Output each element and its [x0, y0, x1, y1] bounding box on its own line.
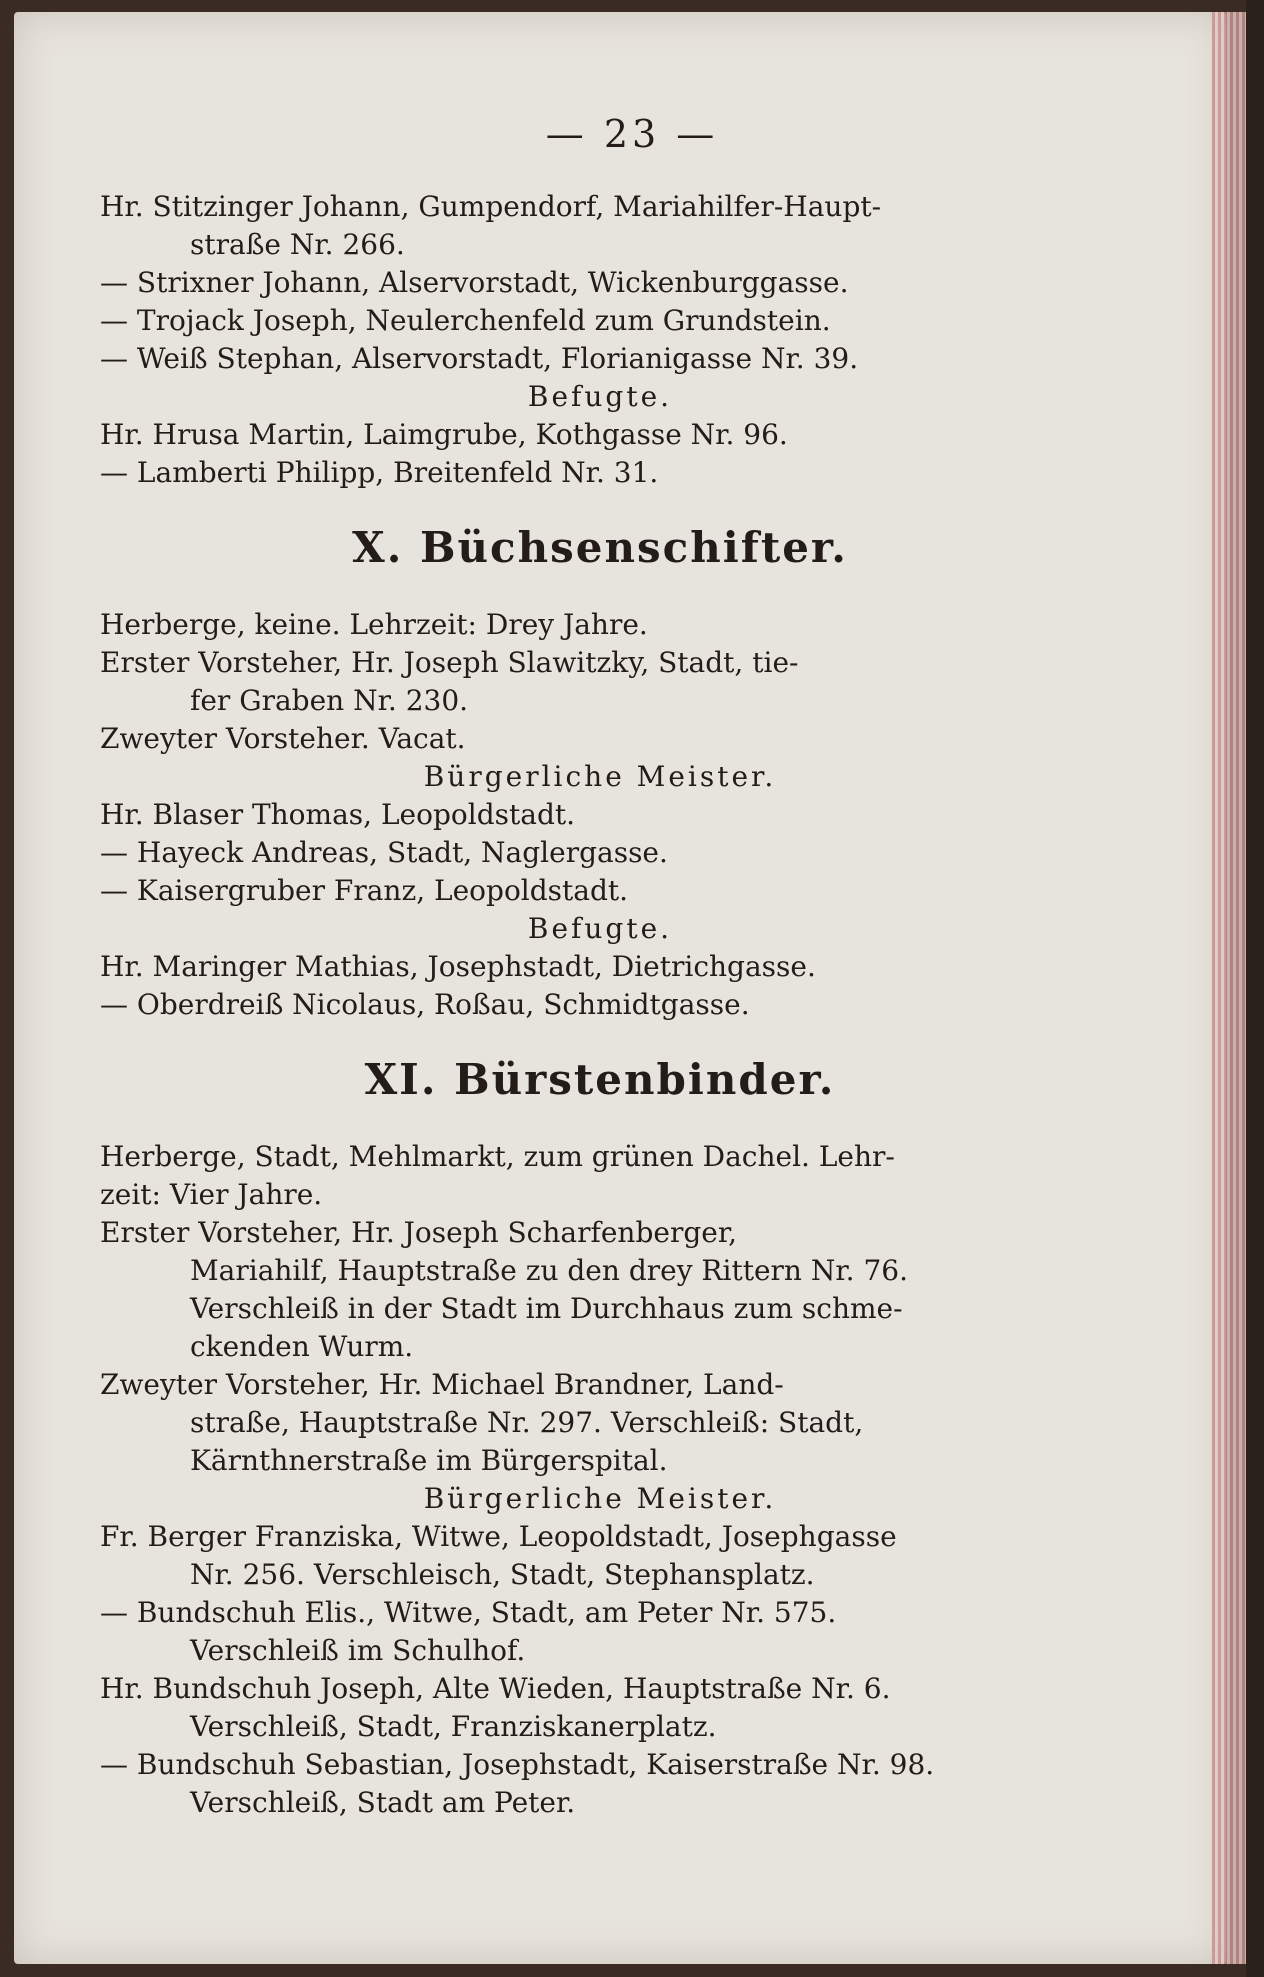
text-line: Hr. Blaser Thomas, Leopoldstadt.	[100, 798, 576, 831]
text-line: — Weiß Stephan, Alservorstadt, Florianigasse Nr. 39.	[100, 342, 859, 375]
text-line: — Bundschuh Sebastian, Josephstadt, Kaiserstraße Nr. 98.	[100, 1748, 935, 1781]
text-line: Fr. Berger Franziska, Witwe, Leopoldstadt, Josephgasse	[100, 1520, 897, 1553]
text-line: Erster Vorsteher, Hr. Joseph Scharfenberger,	[100, 1216, 738, 1249]
text-line: straße Nr. 266.	[190, 228, 405, 261]
page-number: — 23 —	[545, 112, 719, 156]
section-heading-x: X. Büchsenschifter.	[352, 523, 848, 572]
text-line: straße, Hauptstraße Nr. 297. Verschleiß: Stadt,	[190, 1406, 864, 1439]
text-line: — Strixner Johann, Alservorstadt, Wickenburggasse.	[100, 266, 849, 299]
text-line: Verschleiß in der Stadt im Durchhaus zum schme-	[190, 1292, 903, 1325]
book-binding-edge	[1246, 0, 1264, 1977]
text-line: Herberge, keine. Lehrzeit: Drey Jahre.	[100, 608, 648, 641]
text-line: — Trojack Joseph, Neulerchenfeld zum Grundstein.	[100, 304, 831, 337]
text-line: Hr. Maringer Mathias, Josephstadt, Dietrichgasse.	[100, 950, 816, 983]
text-line: Hr. Bundschuh Joseph, Alte Wieden, Hauptstraße Nr. 6.	[100, 1672, 891, 1705]
text-line: Herberge, Stadt, Mehlmarkt, zum grünen Dachel. Lehr-	[100, 1140, 895, 1173]
text-line: Zweyter Vorsteher. Vacat.	[100, 722, 466, 755]
text-line: Verschleiß im Schulhof.	[190, 1634, 526, 1667]
text-line: Mariahilf, Hauptstraße zu den drey Rittern Nr. 76.	[190, 1254, 908, 1287]
text-line: Bürgerliche Meister.	[423, 760, 777, 793]
entries-previous-section	[100, 188, 1100, 492]
page-edge	[1212, 12, 1246, 1964]
text-line: — Bundschuh Elis., Witwe, Stadt, am Peter Nr. 575.	[100, 1596, 837, 1629]
text-line: Erster Vorsteher, Hr. Joseph Slawitzky, Stadt, tie-	[100, 646, 799, 679]
text-line: — Lamberti Philipp, Breitenfeld Nr. 31.	[100, 456, 659, 489]
text-line: Befugte.	[527, 380, 673, 413]
entries-section-x	[100, 606, 1100, 1024]
page-text	[100, 188, 1100, 1822]
text-line: Kärnthnerstraße im Bürgerspital.	[190, 1444, 668, 1477]
text-line: Nr. 256. Verschleisch, Stadt, Stephansplatz.	[190, 1558, 815, 1591]
text-line: — Kaisergruber Franz, Leopoldstadt.	[100, 874, 629, 907]
text-line: — Oberdreiß Nicolaus, Roßau, Schmidtgasse.	[100, 988, 750, 1021]
text-line: ckenden Wurm.	[190, 1330, 414, 1363]
text-line: Befugte.	[527, 912, 673, 945]
text-line: fer Graben Nr. 230.	[190, 684, 469, 717]
text-line: zeit: Vier Jahre.	[100, 1178, 323, 1211]
text-line: Verschleiß, Stadt am Peter.	[190, 1786, 576, 1819]
text-line: Bürgerliche Meister.	[423, 1482, 777, 1515]
text-line: Hr. Hrusa Martin, Laimgrube, Kothgasse Nr. 96.	[100, 418, 788, 451]
entries-section-xi	[100, 1138, 1100, 1822]
text-line: Hr. Stitzinger Johann, Gumpendorf, Mariahilfer-Haupt-	[100, 190, 882, 223]
text-line: Verschleiß, Stadt, Franziskanerplatz.	[190, 1710, 717, 1743]
text-line: — Hayeck Andreas, Stadt, Naglergasse.	[100, 836, 668, 869]
section-heading-xi: XI. Bürstenbinder.	[364, 1055, 836, 1104]
text-line: Zweyter Vorsteher, Hr. Michael Brandner, Land-	[100, 1368, 784, 1401]
